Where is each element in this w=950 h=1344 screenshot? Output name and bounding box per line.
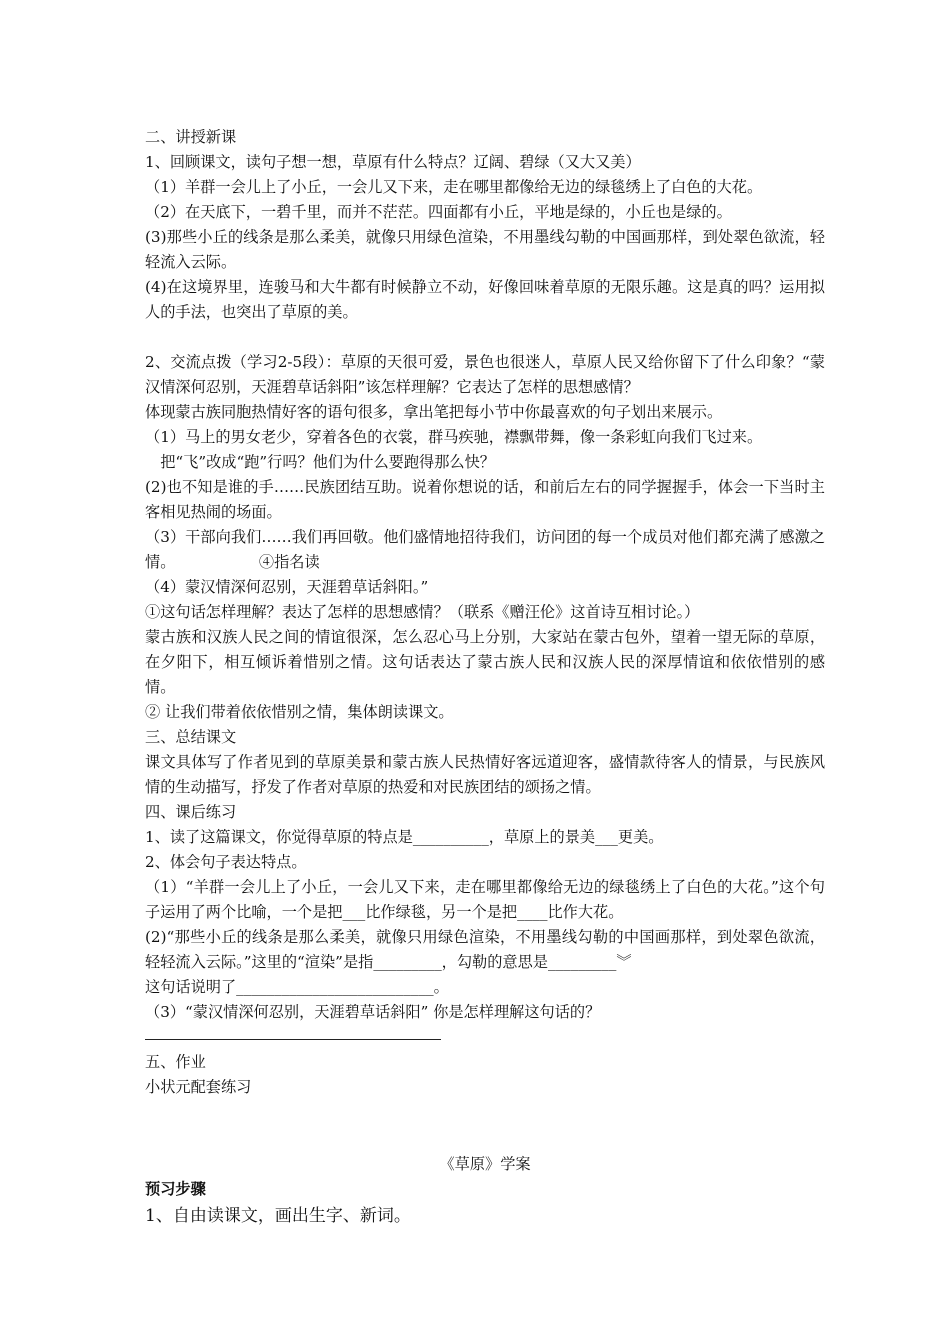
text-line: ② 让我们带着依依惜别之情，集体朗读课文。 bbox=[145, 703, 454, 721]
document-title: 《草原》学案 bbox=[439, 1155, 531, 1173]
section-heading-2: 二、讲授新课 bbox=[145, 128, 237, 146]
text-line: （1）羊群一会儿上了小丘，一会儿又下来，走在哪里都像给无边的绿毯绣上了白色的大花。 bbox=[145, 178, 763, 196]
exercise-paragraph: (2)“那些小丘的线条是那么柔美，就像只用绿色渲染，不用墨线勾勒的中国画那样，到处翠色欲流，轻轻流入云际。”这里的“渲染”是指_________，勾勒的意思是_________︾ bbox=[145, 928, 825, 971]
document-page bbox=[145, 125, 825, 1230]
exercise-line: （3）“蒙汉情深何忍别，天涯碧草话斜阳” 你是怎样理解这句话的？ bbox=[145, 1003, 601, 1021]
text-line: ①这句话怎样理解？表达了怎样的思想感情？（联系《赠汪伦》这首诗互相讨论。） bbox=[145, 603, 700, 621]
blank-space bbox=[145, 1100, 825, 1152]
text-line: 1、回顾课文，读句子想一想，草原有什么特点？辽阔、碧绿（又大又美） bbox=[145, 153, 641, 171]
text-line: 1、自由读课文，画出生字、新词。 bbox=[145, 1206, 411, 1226]
exercise-line: 1、读了这篇课文，你觉得草原的特点是__________，草原上的景美___更美。 bbox=[145, 828, 664, 846]
answer-underline bbox=[145, 1025, 441, 1040]
text-paragraph: 课文具体写了作者见到的草原美景和蒙古族人民热情好客远道迎客，盛情款待客人的情景，与民族风情的生动描写，抒发了作者对草原的热爱和对民族团结的颂扬之情。 bbox=[145, 753, 825, 796]
text-paragraph: （3）干部向我们……我们再回敬。他们盛情地招待我们，访问团的每一个成员对他们都充满了感激之情。 ④指名读 bbox=[145, 528, 825, 571]
text-line: 把“飞”改成“跑”行吗？他们为什么要跑得那么快？ bbox=[145, 453, 495, 471]
text-line: （1）马上的男女老少，穿着各色的衣裳，群马疾驰，襟飘带舞，像一条彩虹向我们飞过来。 bbox=[145, 428, 763, 446]
section-heading-5: 五、作业 bbox=[145, 1053, 206, 1071]
exercise-line: 2、体会句子表达特点。 bbox=[145, 853, 307, 871]
text-paragraph: (2)也不知是谁的手……民族团结互助。说着你想说的话，和前后左右的同学握握手，体会一下当时主客相见热闹的场面。 bbox=[145, 478, 825, 521]
text-line: （4）蒙汉情深何忍别，天涯碧草话斜阳。” bbox=[145, 578, 429, 596]
subheading: 预习步骤 bbox=[145, 1180, 206, 1198]
exercise-paragraph: （1）“羊群一会儿上了小丘，一会儿又下来，走在哪里都像给无边的绿毯绣上了白色的大花。”这个句子运用了两个比喻，一个是把___比作绿毯，另一个是把____比作大花。 bbox=[145, 878, 825, 921]
section-heading-3: 三、总结课文 bbox=[145, 728, 237, 746]
text-paragraph: (4)在这境界里，连骏马和大牛都有时候静立不动，好像回味着草原的无限乐趣。这是真的吗？运用拟人的手法，也突出了草原的美。 bbox=[145, 278, 825, 321]
text-paragraph: 蒙古族和汉族人民之间的情谊很深，怎么忍心马上分别，大家站在蒙古包外，望着一望无际的草原，在夕阳下，相互倾诉着惜别之情。这句话表达了蒙古族人民和汉族人民的深厚情谊和依依惜别的感情。 bbox=[145, 628, 825, 696]
text-line: （2）在天底下，一碧千里，而并不茫茫。四面都有小丘，平地是绿的，小丘也是绿的。 bbox=[145, 203, 732, 221]
section-heading-4: 四、课后练习 bbox=[145, 803, 237, 821]
text-paragraph: (3)那些小丘的线条是那么柔美，就像只用绿色渲染，不用墨线勾勒的中国画那样，到处翠色欲流，轻轻流入云际。 bbox=[145, 228, 825, 271]
text-line: 小状元配套练习 bbox=[145, 1078, 252, 1096]
blank-line bbox=[145, 325, 825, 350]
text-line: 体现蒙古族同胞热情好客的语句很多，拿出笔把每小节中你最喜欢的句子划出来展示。 bbox=[145, 403, 723, 421]
text-paragraph: 2、交流点拨（学习2-5段）：草原的天很可爱，景色也很迷人，草原人民又给你留下了什么印象？“蒙汉情深何忍别，天涯碧草话斜阳”该怎样理解？它表达了怎样的思想感情？ bbox=[145, 353, 825, 396]
exercise-line: 这句话说明了__________________________。 bbox=[145, 978, 449, 996]
